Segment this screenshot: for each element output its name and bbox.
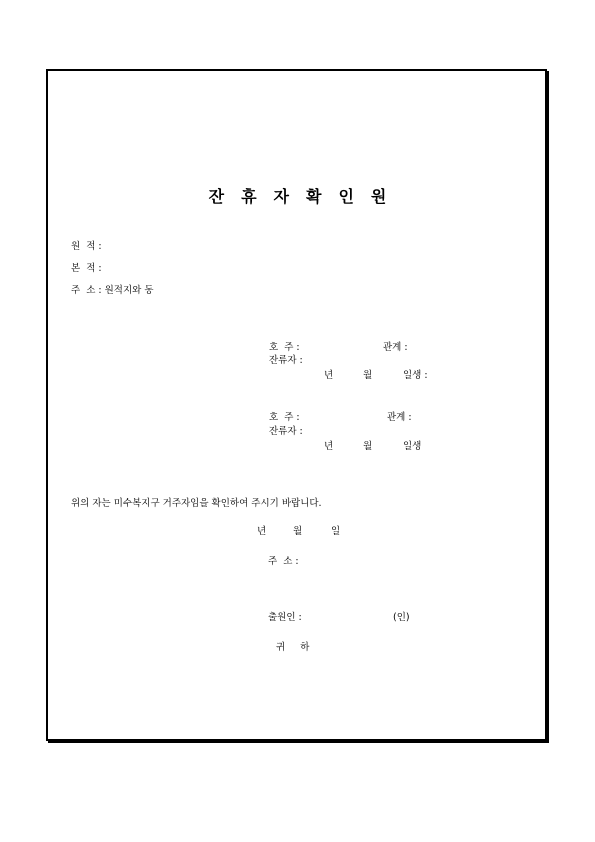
entry-1-remaining-label: 잔류자 : xyxy=(269,355,303,366)
date-month: 월 xyxy=(293,526,303,537)
entry-2-remaining-label: 잔류자 : xyxy=(269,426,303,437)
document-border xyxy=(46,69,547,741)
entry-1-month: 월 xyxy=(363,370,373,381)
address-line: 주 소 : 원적지와 동 xyxy=(71,285,154,296)
entry-2-relation-label: 관계 : xyxy=(387,412,412,423)
entry-1-head-label: 호 주 : xyxy=(269,342,300,353)
date-day: 일 xyxy=(331,526,341,537)
seal-mark: (인) xyxy=(393,612,410,623)
date-year: 년 xyxy=(257,526,267,537)
entry-1-year: 년 xyxy=(324,370,334,381)
entry-2-head-label: 호 주 : xyxy=(269,412,300,423)
domicile-line: 본 적 : xyxy=(71,263,102,274)
applicant-label: 출원인 : xyxy=(268,612,302,623)
origin-line: 원 적 : xyxy=(71,241,102,252)
recipient-label: 귀 하 xyxy=(276,642,310,653)
applicant-address-label: 주 소 : xyxy=(268,556,299,567)
entry-2-birth: 일생 xyxy=(403,441,422,452)
entry-1-relation-label: 관계 : xyxy=(383,342,408,353)
entry-1-birth: 일생 : xyxy=(403,370,428,381)
statement-text: 위의 자는 미수복지구 거주자임을 확인하여 주시기 바랍니다. xyxy=(71,498,322,509)
entry-2-year: 년 xyxy=(324,441,334,452)
document-title: 잔휴자확인원 xyxy=(208,187,404,206)
entry-2-month: 월 xyxy=(363,441,373,452)
